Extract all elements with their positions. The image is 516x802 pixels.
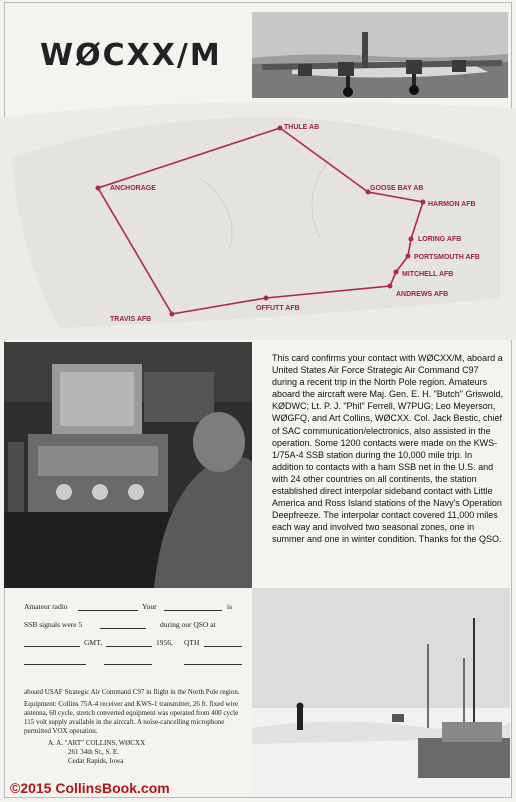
your-blank — [164, 610, 222, 611]
route-stop-marker — [170, 312, 175, 317]
stop-label-anchorage: ANCHORAGE — [110, 185, 156, 192]
form-row-blank — [24, 654, 246, 672]
gmt-label: GMT, — [84, 638, 102, 647]
route-stop-marker — [264, 296, 269, 301]
arctic-station-image — [252, 588, 510, 794]
confirmation-text: This card confirms your contact with WØCXX/M, aboard a United States Air Force Strategic Air Command C97 during a recent trip in the North Pole region. Amateurs aboard the aircraft were Maj. Gen. E. H. "Butch" Griswold, KØDWC; Lt. P. J. "Phil" Ferrell, W7PUG; Leo Meyerson, WØGFQ, and Art Collins, WØCXX. Col. Jack Bestic, chief of SAC communication/electronics, also assisted in the operation. Some 1200 contacts were made on the KWS-1/75A-4 SSB station during the 10,000 mile trip. In addition to contacts with a ham SSB net in the U.S. and with 24 other countries on all continents, the station established direct interpolar sideband contact with Little America and Ross Island stations of the Navy's Operation Deepfreeze. The interpolar contact covered 11,000 miles each way and involved two seasonal zones, one in summer and one in winter condition. Thanks for the QSO. — [272, 353, 503, 545]
qth-label: QTH — [184, 638, 200, 647]
route-map — [0, 98, 516, 340]
during-qso-label: during our QSO at — [160, 620, 216, 629]
time-blank — [24, 646, 80, 647]
route-stop-marker — [278, 126, 283, 131]
stop-label-portsmouth: PORTSMOUTH AFB — [414, 254, 480, 261]
route-stop-marker — [409, 237, 414, 242]
stop-label-mitchell: MITCHELL AFB — [402, 271, 454, 278]
aircraft-photo — [252, 12, 508, 98]
stop-label-thule: THULE AB — [284, 124, 320, 131]
copyright-watermark: ©2015 CollinsBook.com — [10, 780, 170, 796]
route-stop-marker — [406, 254, 411, 259]
aboard-text: aboard USAF Strategic Air Command C97 in flight in the North Pole region. — [24, 688, 240, 696]
stop-label-offutt: OFFUTT AFB — [256, 305, 300, 312]
route-stop-marker — [421, 200, 426, 205]
is-label: is — [227, 602, 233, 611]
radio-station-image — [4, 342, 252, 588]
city-line: Cedar Rapids, Iowa — [68, 757, 124, 765]
callsign-blank — [78, 610, 138, 611]
equipment-text: Equipment: Collins 75A-4 receiver and KWS-1 transmitter, 26 ft. fixed wire antenna, 60 cycle, stretch converted equipment was operated from 400 cycle 115 volt supply available in the aircraft. A noise-cancelling microphone permitted VOX operation. — [24, 700, 239, 735]
form-row-signals — [24, 618, 246, 636]
extra-blank-2 — [104, 664, 152, 665]
qso-report-form — [24, 600, 246, 672]
c97-aircraft-image — [252, 12, 508, 98]
amateur-radio-label: Amateur radio — [24, 602, 68, 611]
footer-notes — [24, 688, 250, 766]
stop-label-goose-bay: GOOSE BAY AB — [370, 185, 424, 192]
stop-label-andrews: ANDREWS AFB — [396, 291, 449, 298]
ssb-signals-label: SSB signals were 5 — [24, 620, 83, 629]
date-blank — [106, 646, 152, 647]
stop-label-travis: TRAVIS AFB — [110, 316, 152, 323]
address-line: 261 34th St., S. E. — [68, 748, 119, 756]
year-label: 1956, — [156, 638, 173, 647]
signal-report-blank — [100, 628, 146, 629]
route-stop-marker — [394, 270, 399, 275]
route-stop-marker — [96, 186, 101, 191]
extra-blank-1 — [24, 664, 86, 665]
form-row-amateur — [24, 600, 246, 618]
stop-label-harmon: HARMON AFB — [428, 201, 476, 208]
callsign-title: WØCXX/M — [40, 38, 222, 73]
route-map-svg — [0, 98, 516, 340]
stop-label-loring: LORING AFB — [418, 236, 462, 243]
extra-blank-3 — [184, 664, 242, 665]
arctic-station-photo — [252, 588, 510, 794]
form-row-time — [24, 636, 246, 654]
qth-blank — [204, 646, 242, 647]
signature-line: A. A. "ART" COLLINS, WØCXX — [48, 739, 146, 747]
route-stop-marker — [388, 284, 393, 289]
your-label: Your — [142, 602, 157, 611]
radio-operator-photo — [4, 342, 252, 588]
